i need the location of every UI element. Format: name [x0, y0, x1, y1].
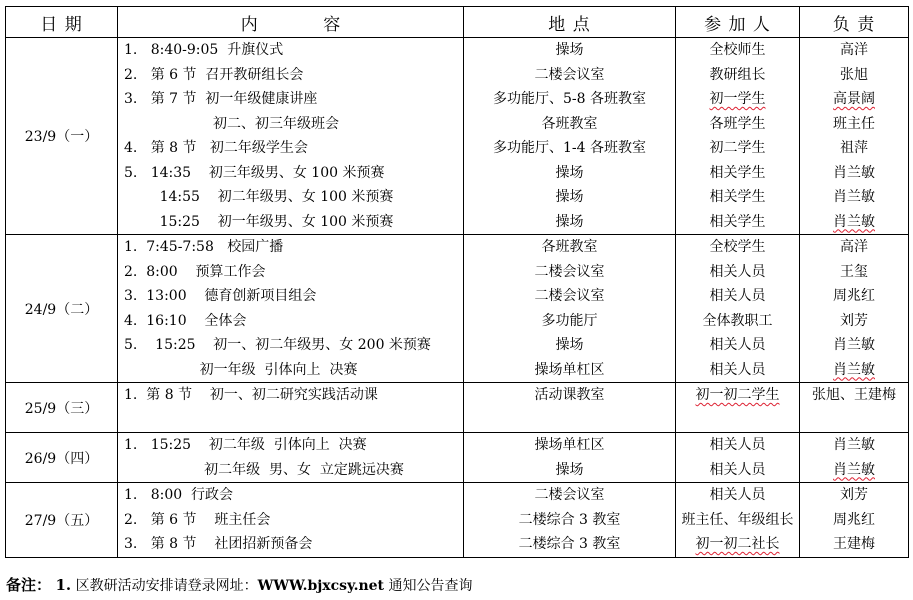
content-line: 2. 第 6 节 班主任会 — [124, 511, 271, 528]
day-date: 25/9（三） — [6, 383, 118, 433]
responsible-line: 张旭、王建梅 — [812, 387, 896, 403]
participants-line — [676, 87, 799, 112]
responsible-line: 周兆红 — [833, 288, 875, 304]
day-responsible — [800, 483, 909, 558]
day-content — [118, 383, 464, 433]
day-participants — [676, 235, 800, 383]
day-participants — [676, 433, 800, 483]
day-date: 27/9（五） — [6, 483, 118, 558]
day-responsible — [800, 235, 909, 383]
header-row — [6, 7, 909, 38]
note-text-after: 通知公告查询 — [384, 578, 473, 594]
content-line: 3. 第 7 节 初一年级健康讲座 — [124, 91, 318, 107]
day-location — [464, 235, 676, 383]
location-line: 多功能厅、1-4 各班教室 — [493, 140, 646, 156]
responsible-line: 刘芳 — [840, 487, 868, 503]
content-line: 初二年级 男、女 立定跳远决赛 — [124, 461, 404, 478]
responsible-text: 肖兰敏 — [833, 361, 875, 378]
participants-line — [676, 532, 799, 557]
day-row — [6, 483, 909, 558]
note-label: 备注： — [6, 576, 52, 594]
responsible-line: 王玺 — [840, 263, 868, 280]
location-line: 二楼会议室 — [534, 66, 605, 83]
header-location: 地 点 — [464, 7, 676, 38]
content-line: 1. 7:45-7:58 校园广播 — [124, 239, 284, 255]
participants-line: 相关学生 — [709, 213, 766, 230]
content-line: 4. 第 8 节 初二年级学生会 — [124, 140, 308, 156]
location-line: 操场 — [555, 42, 584, 58]
day-location — [464, 483, 676, 558]
location-line: 二楼综合 3 教室 — [518, 511, 621, 528]
responsible-text: 高景阔 — [833, 91, 875, 107]
participants-line: 相关人员 — [709, 437, 766, 453]
participants-line: 相关人员 — [709, 461, 766, 478]
participants-text: 初一学生 — [709, 91, 766, 107]
content-line: 1. 8:00 行政会 — [124, 487, 234, 503]
day-responsible — [800, 38, 909, 235]
location-line: 操场 — [555, 461, 584, 478]
day-responsible — [800, 383, 909, 433]
content-line: 初一年级 引体向上 决赛 — [124, 361, 358, 378]
location-line: 各班教室 — [541, 115, 598, 132]
day-row — [6, 235, 909, 383]
responsible-line: 周兆红 — [833, 511, 875, 528]
day-location — [464, 38, 676, 235]
day-location — [464, 383, 676, 433]
content-line: 5. 14:35 初三年级男、女 100 米预赛 — [124, 164, 385, 181]
participants-text: 初一初二社长 — [695, 536, 780, 552]
location-line: 多功能厅、5-8 各班教室 — [493, 91, 646, 107]
content-line — [118, 408, 463, 433]
participants-line: 教研组长 — [709, 66, 766, 83]
location-line: 操场 — [555, 337, 584, 353]
participants-line: 全体教职工 — [702, 312, 773, 329]
responsible-line — [800, 87, 908, 112]
header-responsible: 负 责 — [800, 7, 909, 38]
responsible-line: 肖兰敏 — [833, 337, 875, 353]
day-row — [6, 433, 909, 483]
day-location — [464, 433, 676, 483]
content-line: 3. 13:00 德育创新项目组会 — [124, 288, 317, 304]
day-date: 26/9（四） — [6, 433, 118, 483]
day-participants — [676, 483, 800, 558]
content-line: 1. 第 8 节 初一、初二研究实践活动课 — [124, 387, 378, 403]
location-line: 操场单杠区 — [534, 361, 605, 378]
header-participants: 参 加 人 — [676, 7, 800, 38]
note-number: 1. — [55, 576, 72, 594]
day-participants — [676, 38, 800, 235]
responsible-line: 王建梅 — [833, 536, 875, 552]
participants-line: 相关人员 — [709, 361, 766, 378]
location-line: 活动课教室 — [534, 387, 605, 403]
content-line: 2. 第 6 节 召开教研组长会 — [124, 66, 304, 83]
responsible-line: 肖兰敏 — [833, 164, 875, 181]
header-date: 日 期 — [6, 7, 118, 38]
responsible-line — [800, 210, 908, 235]
content-line: 15:25 初一年级男、女 100 米预赛 — [124, 213, 394, 230]
location-line: 各班教室 — [541, 239, 598, 255]
location-line: 操场 — [555, 213, 584, 230]
participants-line: 全校师生 — [709, 42, 766, 58]
responsible-text: 肖兰敏 — [833, 461, 875, 478]
content-line: 2. 8:00 预算工作会 — [124, 263, 266, 280]
content-line: 初二、初三年级班会 — [124, 115, 340, 132]
note-text: 区教研活动安排请登录网址： — [75, 578, 258, 594]
participants-text: 初一初二学生 — [695, 387, 780, 403]
note-url-link[interactable]: WWW.bjxcsy.net — [257, 578, 385, 594]
day-responsible — [800, 433, 909, 483]
location-line: 操场 — [555, 164, 584, 181]
content-line: 1. 8:40-9:05 升旗仪式 — [124, 42, 284, 58]
day-content — [118, 483, 464, 558]
location-line: 二楼综合 3 教室 — [518, 536, 621, 552]
responsible-line: 肖兰敏 — [833, 189, 875, 205]
location-line: 二楼会议室 — [534, 487, 605, 503]
content-line: 3. 第 8 节 社团招新预备会 — [124, 536, 313, 552]
participants-line: 各班学生 — [709, 115, 766, 132]
responsible-line: 班主任 — [833, 115, 875, 132]
participants-line: 相关人员 — [709, 288, 766, 304]
content-line: 1. 15:25 初二年级 引体向上 决赛 — [124, 437, 367, 453]
location-line: 二楼会议室 — [534, 263, 605, 280]
day-participants — [676, 383, 800, 433]
day-content — [118, 38, 464, 235]
location-line: 操场 — [555, 189, 584, 205]
day-date: 24/9（二） — [6, 235, 118, 383]
footnote — [6, 574, 472, 595]
responsible-line — [800, 458, 908, 483]
day-date: 23/9（一） — [6, 38, 118, 235]
day-row — [6, 383, 909, 433]
responsible-line: 祖萍 — [840, 140, 868, 156]
responsible-line — [800, 358, 908, 383]
participants-line: 相关人员 — [709, 487, 766, 503]
location-line: 多功能厅 — [541, 312, 598, 329]
day-content — [118, 433, 464, 483]
responsible-line: 刘芳 — [840, 312, 868, 329]
content-line: 5. 15:25 初一、初二年级男、女 200 米预赛 — [124, 337, 431, 353]
participants-line — [676, 383, 799, 408]
participants-line: 初二学生 — [709, 140, 766, 156]
participants-line: 相关人员 — [709, 337, 766, 353]
participants-line: 相关学生 — [709, 164, 766, 181]
header-content: 内 容 — [118, 7, 464, 38]
participants-line: 全校学生 — [709, 239, 766, 255]
participants-line: 相关人员 — [709, 263, 766, 280]
schedule-table — [5, 6, 909, 558]
content-line: 4. 16:10 全体会 — [124, 312, 247, 329]
day-content — [118, 235, 464, 383]
responsible-line: 高洋 — [840, 42, 868, 58]
content-line: 14:55 初二年级男、女 100 米预赛 — [124, 189, 394, 205]
responsible-line: 张旭 — [840, 66, 868, 83]
day-row — [6, 38, 909, 235]
location-line: 操场单杠区 — [534, 437, 605, 453]
participants-line: 相关学生 — [709, 189, 766, 205]
responsible-line: 肖兰敏 — [833, 437, 875, 453]
responsible-line: 高洋 — [840, 239, 868, 255]
location-line: 二楼会议室 — [534, 288, 605, 304]
participants-line: 班主任、年级组长 — [681, 511, 794, 528]
responsible-text: 肖兰敏 — [833, 213, 875, 230]
